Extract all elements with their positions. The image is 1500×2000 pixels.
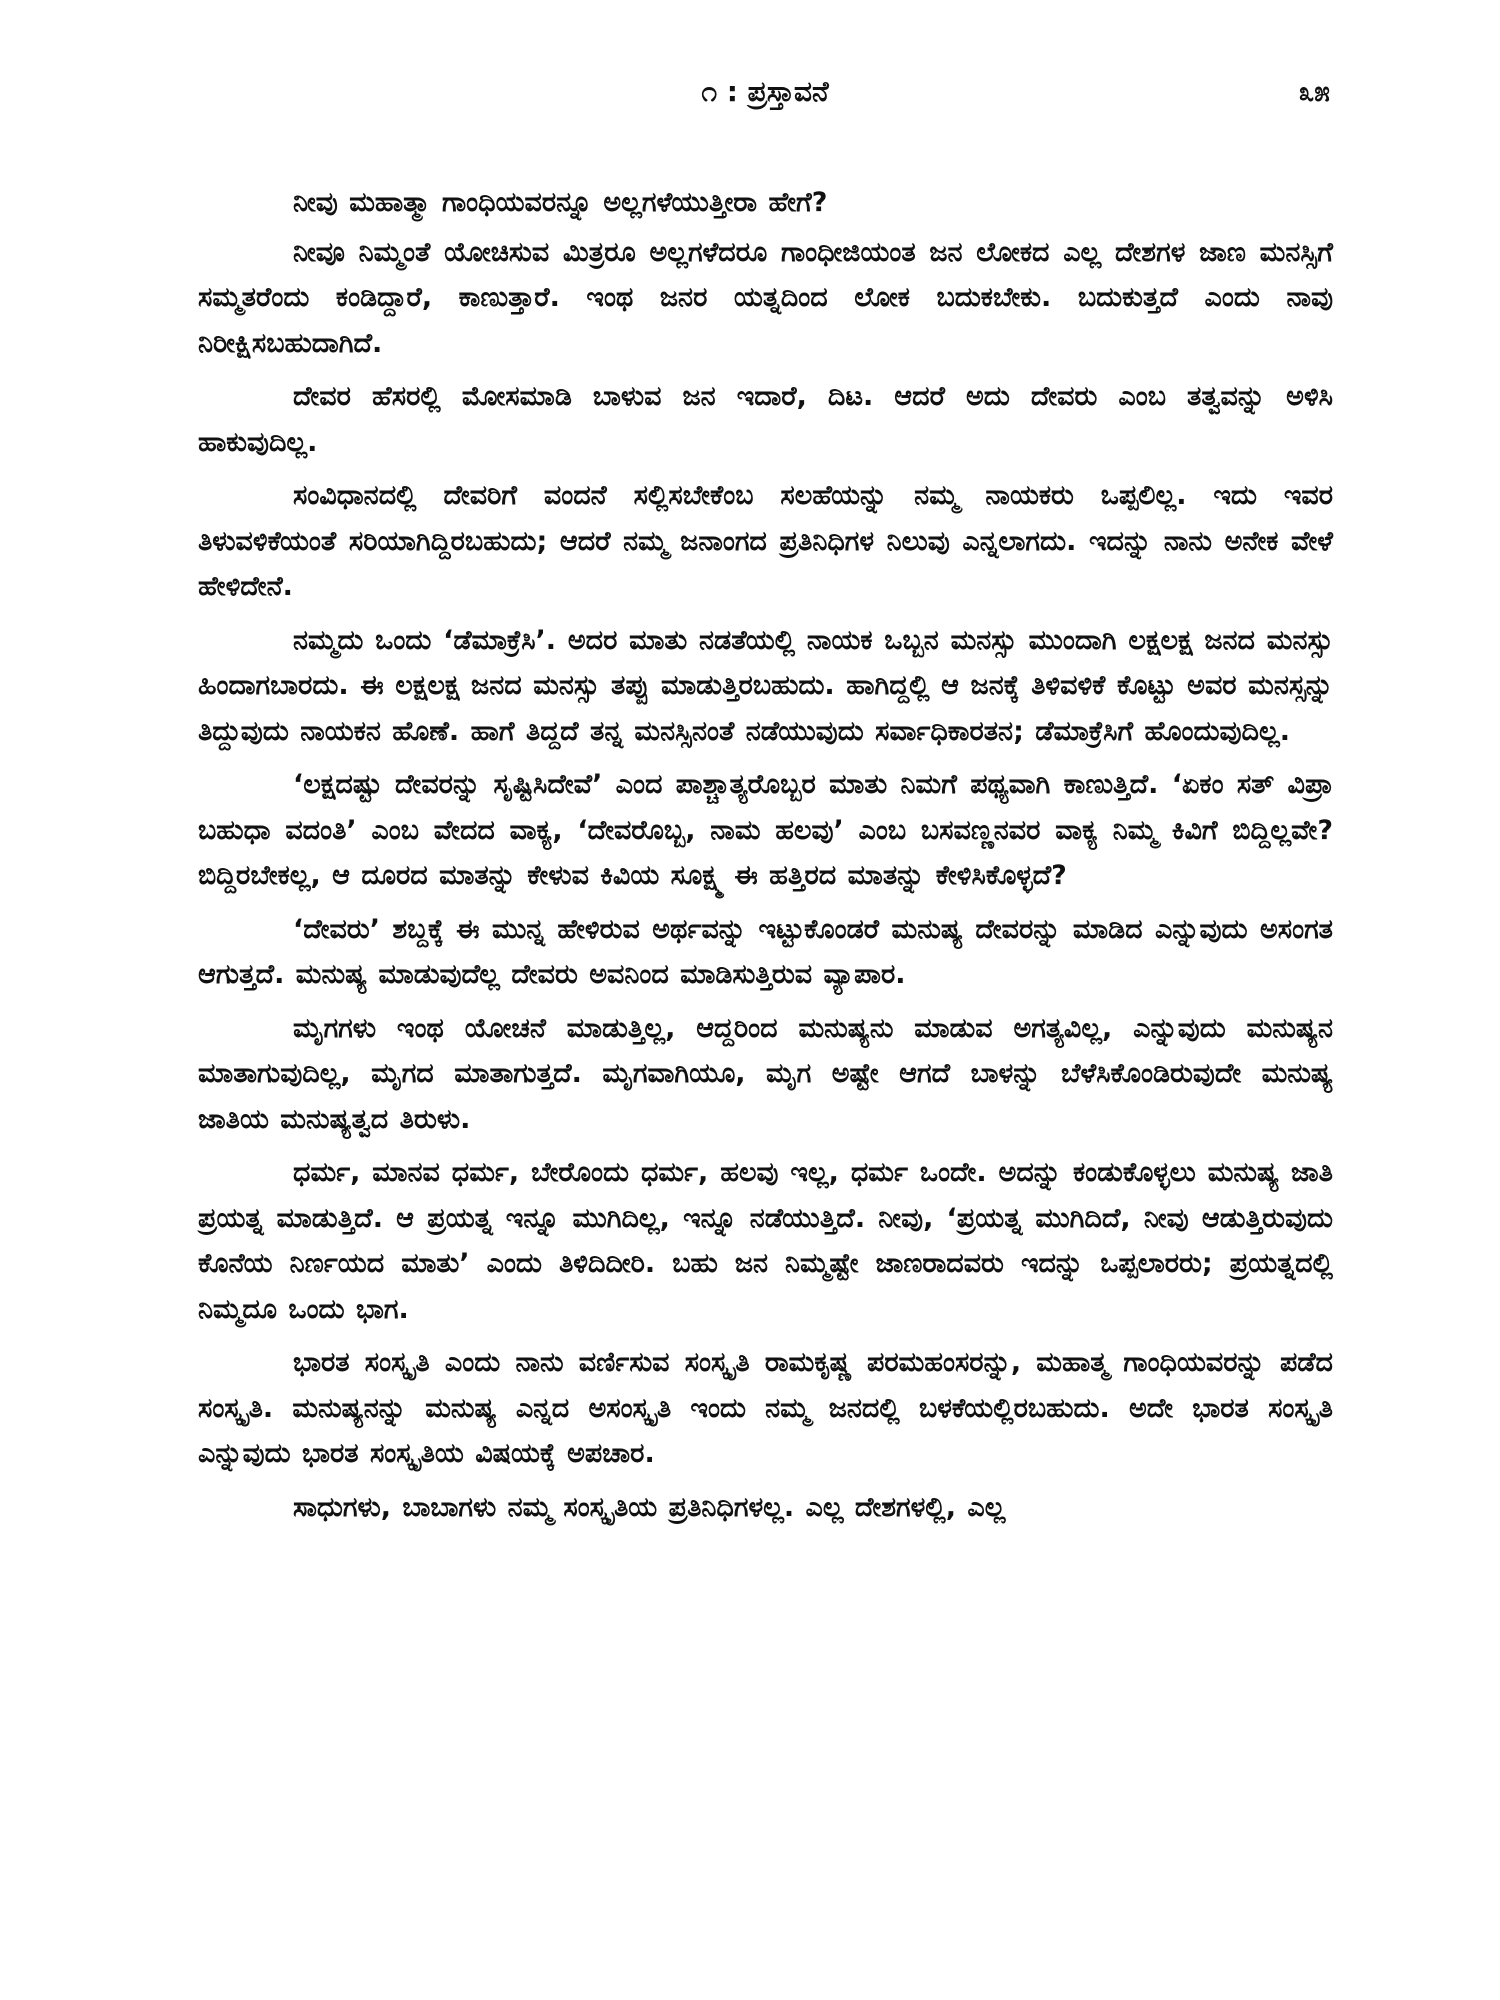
paragraph: ಮೃಗಗಳು ಇಂಥ ಯೋಚನೆ ಮಾಡುತ್ತಿಲ್ಲ, ಆದ್ದರಿಂದ ಮನುಷ್ಯನು ಮಾಡುವ ಅಗತ್ಯವಿಲ್ಲ, ಎನ್ನುವುದು ಮನುಷ್ಯನ ಮಾತಾಗುವುದಿಲ್ಲ, ಮೃಗದ ಮಾತಾಗುತ್ತದೆ. ಮೃಗವಾಗಿಯೂ, ಮೃಗ ಅಷ್ಟೇ ಆಗದೆ ಬಾಳನ್ನು ಬೆಳೆಸಿಕೊಂಡಿರುವುದೇ ಮನುಷ್ಯ ಜಾತಿಯ ಮನುಷ್ಯತ್ವದ ತಿರುಳು. [198, 1012, 1333, 1135]
paragraph: ಸಾಧುಗಳು, ಬಾಬಾಗಳು ನಮ್ಮ ಸಂಸ್ಕೃತಿಯ ಪ್ರತಿನಿಧಿಗಳಲ್ಲ. ಎಲ್ಲ ದೇಶಗಳಲ್ಲಿ, ಎಲ್ಲ [293, 1491, 1006, 1523]
paragraph: ನಮ್ಮದು ಒಂದು ‘ಡೆಮಾಕ್ರೆಸಿ’. ಅದರ ಮಾತು ನಡತೆಯಲ್ಲಿ ನಾಯಕ ಒಬ್ಬನ ಮನಸ್ಸು ಮುಂದಾಗಿ ಲಕ್ಷಲಕ್ಷ ಜನದ ಮನಸ್ಸು ಹಿಂದಾಗಬಾರದು. ಈ ಲಕ್ಷಲಕ್ಷ ಜನದ ಮನಸ್ಸು ತಪ್ಪು ಮಾಡುತ್ತಿರಬಹುದು. ಹಾಗಿದ್ದಲ್ಲಿ ಆ ಜನಕ್ಕೆ ತಿಳಿವಳಿಕೆ ಕೊಟ್ಟು ಅವರ ಮನಸ್ಸನ್ನು ತಿದ್ದುವುದು ನಾಯಕನ ಹೊಣೆ. ಹಾಗೆ ತಿದ್ದದೆ ತನ್ನ ಮನಸ್ಸಿನಂತೆ ನಡೆಯುವುದು ಸರ್ವಾಧಿಕಾರತನ; ಡೆಮಾಕ್ರೆಸಿಗೆ ಹೊಂದುವುದಿಲ್ಲ. [198, 624, 1333, 747]
paragraph: ಭಾರತ ಸಂಸ್ಕೃತಿ ಎಂದು ನಾನು ವರ್ಣಿಸುವ ಸಂಸ್ಕೃತಿ ರಾಮಕೃಷ್ಣ ಪರಮಹಂಸರನ್ನು, ಮಹಾತ್ಮ ಗಾಂಧಿಯವರನ್ನು ಪಡೆದ ಸಂಸ್ಕೃತಿ. ಮನುಷ್ಯನನ್ನು ಮನುಷ್ಯ ಎನ್ನದ ಅಸಂಸ್ಕೃತಿ ಇಂದು ನಮ್ಮ ಜನದಲ್ಲಿ ಬಳಕೆಯಲ್ಲಿರಬಹುದು. ಅದೇ ಭಾರತ ಸಂಸ್ಕೃತಿ ಎನ್ನುವುದು ಭಾರತ ಸಂಸ್ಕೃತಿಯ ವಿಷಯಕ್ಕೆ ಅಪಚಾರ. [198, 1347, 1333, 1469]
paragraph: ನೀವೂ ನಿಮ್ಮಂತೆ ಯೋಚಿಸುವ ಮಿತ್ರರೂ ಅಲ್ಲಗಳೆದರೂ ಗಾಂಧೀಜಿಯಂತ ಜನ ಲೋಕದ ಎಲ್ಲ ದೇಶಗಳ ಜಾಣ ಮನಸ್ಸಿಗೆ ಸಮ್ಮತರೆಂದು ಕಂಡಿದ್ದಾರೆ, ಕಾಣುತ್ತಾರೆ. ಇಂಥ ಜನರ ಯತ್ನದಿಂದ ಲೋಕ ಬದುಕಬೇಕು. ಬದುಕುತ್ತದೆ ಎಂದು ನಾವು ನಿರೀಕ್ಷಿಸಬಹುದಾಗಿದೆ. [198, 236, 1333, 359]
page-header [200, 72, 1330, 112]
paragraph: ‘ಲಕ್ಷದಷ್ಟು ದೇವರನ್ನು ಸೃಷ್ಟಿಸಿದೇವೆ’ ಎಂದ ಪಾಶ್ಚಾತ್ಯರೊಬ್ಬರ ಮಾತು ನಿಮಗೆ ಪಥ್ಯವಾಗಿ ಕಾಣುತ್ತಿದೆ. ‘ಏಕಂ ಸತ್ ವಿಪ್ರಾ ಬಹುಧಾ ವದಂತಿ’ ಎಂಬ ವೇದದ ವಾಕ್ಯ, ‘ದೇವರೊಬ್ಬ, ನಾಮ ಹಲವು’ ಎಂಬ ಬಸವಣ್ಣನವರ ವಾಕ್ಯ ನಿಮ್ಮ ಕಿವಿಗೆ ಬಿದ್ದಿಲ್ಲವೇ? ಬಿದ್ದಿರಬೇಕಲ್ಲ, ಆ ದೂರದ ಮಾತನ್ನು ಕೇಳುವ ಕಿವಿಯ ಸೂಕ್ಷ್ಮ ಈ ಹತ್ತಿರದ ಮಾತನ್ನು ಕೇಳಿಸಿಕೊಳ್ಳದೆ? [198, 769, 1333, 891]
body-text [198, 180, 1333, 1538]
paragraph: ಧರ್ಮ, ಮಾನವ ಧರ್ಮ, ಬೇರೊಂದು ಧರ್ಮ, ಹಲವು ಇಲ್ಲ, ಧರ್ಮ ಒಂದೇ. ಅದನ್ನು ಕಂಡುಕೊಳ್ಳಲು ಮನುಷ್ಯ ಜಾತಿ ಪ್ರಯತ್ನ ಮಾಡುತ್ತಿದೆ. ಆ ಪ್ರಯತ್ನ ಇನ್ನೂ ಮುಗಿದಿಲ್ಲ, ಇನ್ನೂ ನಡೆಯುತ್ತಿದೆ. ನೀವು, ‘ಪ್ರಯತ್ನ ಮುಗಿದಿದೆ, ನೀವು ಆಡುತ್ತಿರುವುದು ಕೊನೆಯ ನಿರ್ಣಯದ ಮಾತು’ ಎಂದು ತಿಳಿದಿದೀರಿ. ಬಹು ಜನ ನಿಮ್ಮಷ್ಟೇ ಜಾಣರಾದವರು ಇದನ್ನು ಒಪ್ಪಲಾರರು; ಪ್ರಯತ್ನದಲ್ಲಿ ನಿಮ್ಮದೂ ಒಂದು ಭಾಗ. [198, 1157, 1333, 1325]
paragraph: ಸಂವಿಧಾನದಲ್ಲಿ ದೇವರಿಗೆ ವಂದನೆ ಸಲ್ಲಿಸಬೇಕೆಂಬ ಸಲಹೆಯನ್ನು ನಮ್ಮ ನಾಯಕರು ಒಪ್ಪಲಿಲ್ಲ. ಇದು ಇವರ ತಿಳುವಳಿಕೆಯಂತೆ ಸರಿಯಾಗಿದ್ದಿರಬಹುದು; ಆದರೆ ನಮ್ಮ ಜನಾಂಗದ ಪ್ರತಿನಿಧಿಗಳ ನಿಲುವು ಎನ್ನಲಾಗದು. ಇದನ್ನು ನಾನು ಅನೇಕ ವೇಳೆ ಹೇಳಿದೇನೆ. [198, 480, 1333, 602]
chapter-title: ೧ : ಪ್ರಸ್ತಾವನೆ [701, 75, 829, 108]
page-number: ೩೫ [1298, 75, 1330, 108]
paragraph: ದೇವರ ಹೆಸರಲ್ಲಿ ಮೋಸಮಾಡಿ ಬಾಳುವ ಜನ ಇದಾರೆ, ದಿಟ. ಆದರೆ ಅದು ದೇವರು ಎಂಬ ತತ್ವವನ್ನು ಅಳಿಸಿ ಹಾಕುವುದಿಲ್ಲ. [198, 381, 1333, 458]
paragraph: ‘ದೇವರು’ ಶಬ್ದಕ್ಕೆ ಈ ಮುನ್ನ ಹೇಳಿರುವ ಅರ್ಥವನ್ನು ಇಟ್ಟುಕೊಂಡರೆ ಮನುಷ್ಯ ದೇವರನ್ನು ಮಾಡಿದ ಎನ್ನುವುದು ಅಸಂಗತ ಆಗುತ್ತದೆ. ಮನುಷ್ಯ ಮಾಡುವುದೆಲ್ಲ ದೇವರು ಅವನಿಂದ ಮಾಡಿಸುತ್ತಿರುವ ವ್ಯಾಪಾರ. [198, 913, 1333, 990]
paragraph: ನೀವು ಮಹಾತ್ಮಾ ಗಾಂಧಿಯವರನ್ನೂ ಅಲ್ಲಗಳೆಯುತ್ತೀರಾ ಹೇಗೆ? [293, 187, 828, 218]
